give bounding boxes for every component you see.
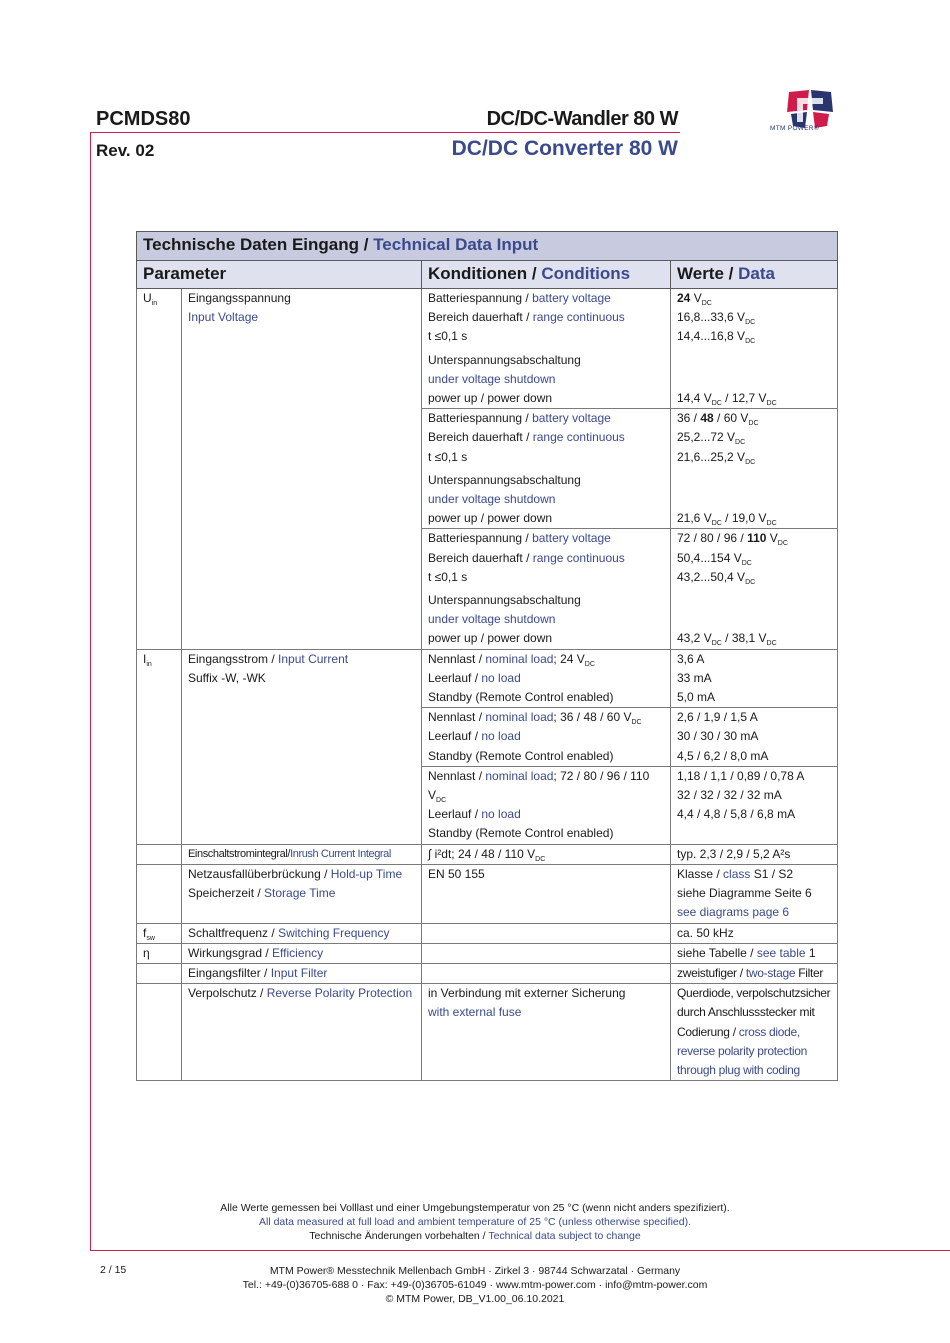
- table-row: [137, 864, 838, 923]
- conditions-cell: Batteriespannung / battery voltage Bereich dauerhaft / range continuous t ≤0,1 s Unterspannungsabschaltung under voltage shutdown power up / power down: [422, 409, 671, 529]
- conditions-cell: [422, 943, 671, 963]
- page-title-de: DC/DC-Wandler 80 W: [486, 108, 678, 130]
- table-row: [137, 943, 838, 963]
- conditions-cell: in Verbindung mit externer Sicherung with external fuse: [422, 984, 671, 1081]
- values-cell: 2,6 / 1,9 / 1,5 A 30 / 30 / 30 mA 4,5 / 6,2 / 8,0 mA: [671, 708, 838, 767]
- logo-wordmark: MTM POWER®: [770, 125, 819, 132]
- company-info: MTM Power® Messtechnik Mellenbach GmbH · Zirkel 3 · 98744 Schwarzatal · Germany Tel.: +49-(0)36705-688 0 · Fax: +49-(0)36705-61049 · www.mtm-power.com · info@mtm-power.com © MTM Power, DB_V1.00_06.10.2021: [242, 1265, 708, 1305]
- conditions-cell: EN 50 155: [422, 864, 671, 923]
- values-cell: siehe Tabelle / see table 1: [671, 943, 838, 963]
- symbol-empty: [137, 844, 182, 864]
- table-row: [137, 923, 838, 943]
- symbol-iin: $I_{in}$: [137, 649, 182, 844]
- values-cell: zweistufiger / two-stage Filter: [671, 963, 838, 983]
- page-title-en: DC/DC Converter 80 W: [451, 137, 678, 160]
- conditions-cell: Nennlast / nominal load; 36 / 48 / 60 $V_{DC}$ Leerlauf / no load Standby (Remote Control enabled): [422, 708, 671, 767]
- param-efficiency: Wirkungsgrad / Efficiency: [182, 943, 422, 963]
- values-cell: Klasse / class S1 / S2 siehe Diagramme Seite 6 see diagrams page 6: [671, 864, 838, 923]
- param-switching-frequency: Schaltfrequenz / Switching Frequency: [182, 923, 422, 943]
- conditions-cell: [422, 963, 671, 983]
- col-header-parameter: Parameter: [137, 261, 422, 289]
- symbol-empty: [137, 864, 182, 923]
- table-title: Technische Daten Eingang / Technical Data Input: [137, 232, 838, 261]
- table-row: [137, 963, 838, 983]
- technical-data-input-table: [136, 231, 838, 1081]
- conditions-cell: Batteriespannung / battery voltage Bereich dauerhaft / range continuous t ≤0,1 s Unterspannungsabschaltung under voltage shutdown power up / power down: [422, 289, 671, 409]
- values-cell: ca. 50 kHz: [671, 923, 838, 943]
- footer-rule: [90, 1250, 950, 1251]
- symbol-fsw: $f_{sw}$: [137, 923, 182, 943]
- conditions-cell: Batteriespannung / battery voltage Bereich dauerhaft / range continuous t ≤0,1 s Unterspannungsabschaltung under voltage shutdown power up / power down: [422, 529, 671, 649]
- param-input-filter: Eingangsfilter / Input Filter: [182, 963, 422, 983]
- conditions-cell: [422, 923, 671, 943]
- values-cell: 24 $V_{DC}$ 16,8...33,6 $V_{DC}$ 14,4...16,8 $V_{DC}$ 14,4 $V_{DC} / 12,7$ $V_{DC}$: [671, 289, 838, 409]
- values-cell: 1,18 / 1,1 / 0,89 / 0,78 A 32 / 32 / 32 / 32 mA 4,4 / 4,8 / 5,8 / 6,8 mA: [671, 766, 838, 844]
- values-cell: Querdiode, verpolschutzsicher durch Anschlussstecker mit Codierung / cross diode, reverse polarity protection through plug with coding: [671, 984, 838, 1081]
- values-cell: typ. 2,3 / 2,9 / 5,2 A²s: [671, 844, 838, 864]
- conditions-cell: ∫ i²dt; 24 / 48 / 110 $V_{DC}$: [422, 844, 671, 864]
- conditions-cell: Nennlast / nominal load; 24 $V_{DC}$ Leerlauf / no load Standby (Remote Control enabled): [422, 649, 671, 708]
- symbol-uin: $U_{in}$: [137, 289, 182, 650]
- param-inrush-current: Einschaltstromintegral/Inrush Current Integral: [182, 844, 422, 864]
- table-row: [137, 289, 838, 409]
- symbol-empty: [137, 984, 182, 1081]
- table-row: [137, 984, 838, 1081]
- measurement-note: Alle Werte gemessen bei Volllast und einer Umgebungstemperatur von 25 °C (wenn nicht anders spezifiziert). All data measured at full load and ambient temperature of 25 °C (unless otherwise specified). Technische Änderungen vorbehalten / Technical data subject to change: [220, 1202, 730, 1242]
- revision: Rev. 02: [96, 141, 155, 160]
- param-input-voltage: Eingangsspannung Input Voltage: [182, 289, 422, 650]
- column-header-row: [137, 261, 838, 289]
- symbol-eta: η: [137, 943, 182, 963]
- table-row: [137, 649, 838, 708]
- values-cell: 36 / 48 / 60 $V_{DC}$ 25,2...72 $V_{DC}$ 21,6...25,2 $V_{DC}$ 21,6 $V_{DC} / 19,0$ $V_{DC}$: [671, 409, 838, 529]
- param-holdup-time: Netzausfallüberbrückung / Hold-up Time Speicherzeit / Storage Time: [182, 864, 422, 923]
- page-number: 2 / 15: [100, 1264, 127, 1276]
- values-cell: 3,6 A 33 mA 5,0 mA: [671, 649, 838, 708]
- param-reverse-polarity: Verpolschutz / Reverse Polarity Protection: [182, 984, 422, 1081]
- left-margin-rule: [90, 132, 91, 1251]
- symbol-empty: [137, 963, 182, 983]
- col-header-values: Werte / Data: [671, 261, 838, 289]
- conditions-cell: Nennlast / nominal load; 72 / 80 / 96 / 110 $V_{DC}$ Leerlauf / no load Standby (Remote Control enabled): [422, 766, 671, 844]
- table-title-row: [137, 232, 838, 261]
- product-model: PCMDS80: [96, 108, 191, 130]
- col-header-conditions: Konditionen / Conditions: [422, 261, 671, 289]
- table-row: [137, 844, 838, 864]
- header-rule: [90, 132, 680, 133]
- param-input-current: Eingangsstrom / Input Current Suffix -W, -WK: [182, 649, 422, 844]
- values-cell: 72 / 80 / 96 / 110 $V_{DC}$ 50,4...154 $V_{DC}$ 43,2...50,4 $V_{DC}$ 43,2 $V_{DC} / 38,1$ $V_{DC}$: [671, 529, 838, 649]
